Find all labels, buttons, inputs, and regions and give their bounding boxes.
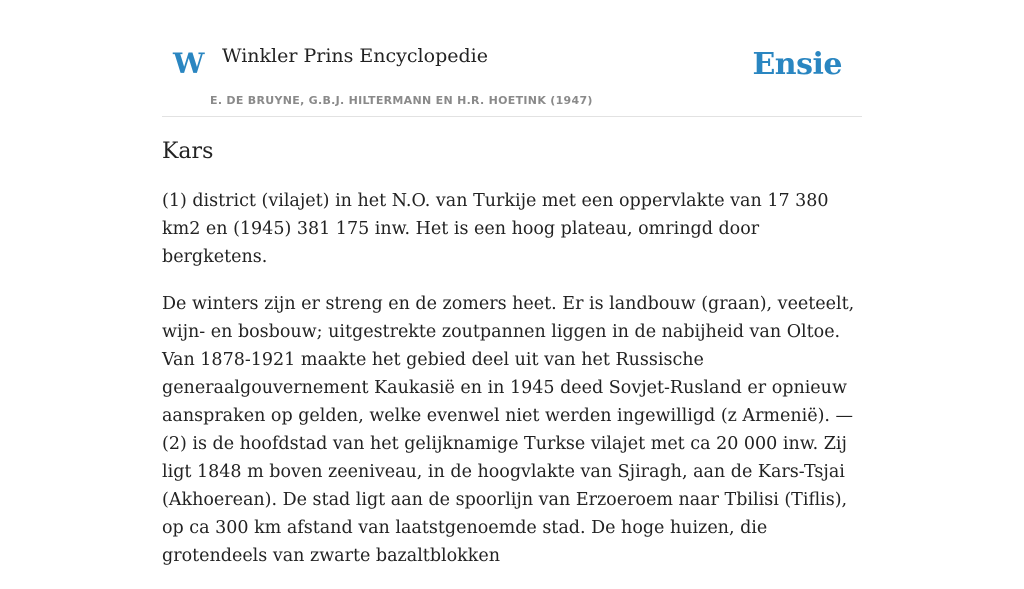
ensie-logo-link[interactable]: Ensie — [752, 47, 842, 82]
source-title-link[interactable]: Winkler Prins Encyclopedie — [222, 45, 488, 67]
article-title: Kars — [162, 139, 214, 164]
source-authors: E. DE BRUYNE, G.B.J. HILTERMANN EN H.R. HOETINK (1947) — [210, 94, 593, 107]
article-paragraph: (1) district (vilajet) in het N.O. van Turkije met een oppervlakte van 17 380 km2 en (1945) 381 175 inw. Het is een hoog plateau, omringd door bergketens. — [162, 190, 829, 267]
article — [162, 138, 862, 589]
source-header — [162, 0, 862, 117]
winkler-prins-logo-icon[interactable]: W — [173, 47, 205, 80]
article-paragraph: De winters zijn er streng en de zomers heet. Er is landbouw (graan), veeteelt, wijn- en bosbouw; uitgestrekte zoutpannen liggen in de nabijheid van Oltoe. Van 1878-1921 maakte het gebied deel uit van het Russische generaalgouvernement Kaukasië en in 1945 deed Sovjet-Rusland er opnieuw aanspraken op gelden, welke evenwel niet werden ingewilligd (z Armenië). — (2) is de hoofdstad van het gelijknamige Turkse vilajet met ca 20 000 inw. Zij ligt 1848 m boven zeeniveau, in de hoogvlakte van Sjiragh, aan de Kars-Tsjai (Akhoerean). De stad ligt aan de spoorlijn van Erzoeroem naar Tbilisi (Tiflis), op ca 300 km afstand van laatstgenoemde stad. De hoge huizen, die grotendeels van zwarte bazaltblokken — [162, 293, 855, 566]
